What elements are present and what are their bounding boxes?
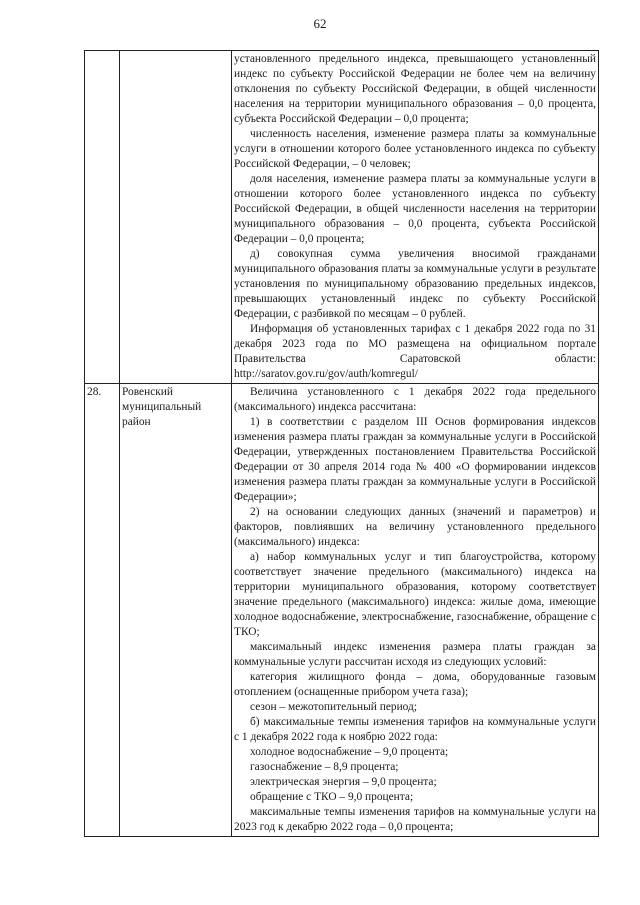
paragraph: Величина установленного с 1 декабря 2022 года предельного (максимального) индекса рассчитана: [234,386,596,413]
row-number-cell [85,51,120,384]
info-text-cell [232,384,599,837]
paragraph: максимальный индекс изменения размера платы граждан за коммунальные услуги рассчитан исходя из следующих условий: [234,641,596,668]
paragraph: сезон – межотопительный период; [250,701,417,713]
paragraph: установленного предельного индекса, превышающего установленный индекс по субъекту Российской Федерации не более чем на величину отклонения по субъекту Российской Федерации, в общей численности населения на территории муниципального образования – 0,0 процента, субъекта Российской Федерации – 0,0 процента; [234,53,596,125]
paragraph: б) максимальные темпы изменения тарифов на коммунальные услуги с 1 декабря 2022 года к ноябрю 2022 года: [234,716,596,743]
paragraph: д) совокупная сумма увеличения вносимой гражданами муниципального образования платы за коммунальные услуги в результате установления по муниципальному образованию предельных индексов, превышающих установленный индекс по субъекту Российской Федерации, с разбивкой по месяцам – 0 рублей. [234,248,596,320]
info-text-cell [232,51,599,384]
page-number: 62 [313,16,327,31]
paragraph: электрическая энергия – 9,0 процента; [250,776,437,788]
table-row [85,384,599,837]
paragraph: 1) в соответствии с разделом III Основ формирования индексов изменения размера платы граждан за коммунальные услуги в Российской Федерации, утвержденных постановлением Правительства Российской Федерации от 30 апреля 2014 года № 400 «О формировании индексов изменения размера платы граждан за коммунальные услуги в Российской Федерации»; [234,416,596,503]
paragraph: Информация об установленных тарифах с 1 декабря 2022 года по 31 декабря 2023 года по МО размещена на официальном портале Правительства Саратовской области: http://saratov.gov.ru/gov/auth/komregul/ [234,323,596,380]
paragraph: холодное водоснабжение – 9,0 процента; [250,746,449,758]
table-row [85,51,599,384]
municipality-name-cell [120,384,232,837]
paragraph: газоснабжение – 8,9 процента; [250,761,399,773]
paragraph: категория жилищного фонда – дома, оборудованные газовым отоплением (оснащенные прибором учета газа); [234,671,596,698]
paragraph: численность населения, изменение размера платы за коммунальные услуги в отношении которого более установленного индекса по субъекту Российской Федерации, – 0 человек; [234,128,596,170]
paragraph: а) набор коммунальных услуг и тип благоустройства, которому соответствует значение предельного (максимального) индекса на территории муниципального образования, которому соответствует значение предельного (максимального) индекса: жилые дома, имеющие холодное водоснабжение, электроснабжение, газоснабжение, обращение с ТКО; [234,551,596,638]
municipality-name-line: район [122,416,151,428]
municipality-name-cell [120,51,232,384]
municipality-name-line: муниципальный [122,401,202,413]
paragraph: максимальные темпы изменения тарифов на коммунальные услуги на 2023 год к декабрю 2022 года – 0,0 процента; [234,806,596,833]
document-table [84,50,599,837]
paragraph: доля населения, изменение размера платы за коммунальные услуги в отношении которого более установленного индекса по субъекту Российской Федерации, в общей численности населения на территории муниципального образования – 0,0 процента, субъекта Российской Федерации – 0,0 процента; [234,173,596,245]
paragraph: обращение с ТКО – 9,0 процента; [250,791,414,803]
municipality-name-line: Ровенский [122,386,173,398]
row-number-cell: 28. [85,384,120,837]
paragraph: 2) на основании следующих данных (значений и параметров) и факторов, повлиявших на величину установленного предельного (максимального) индекса: [234,506,596,548]
